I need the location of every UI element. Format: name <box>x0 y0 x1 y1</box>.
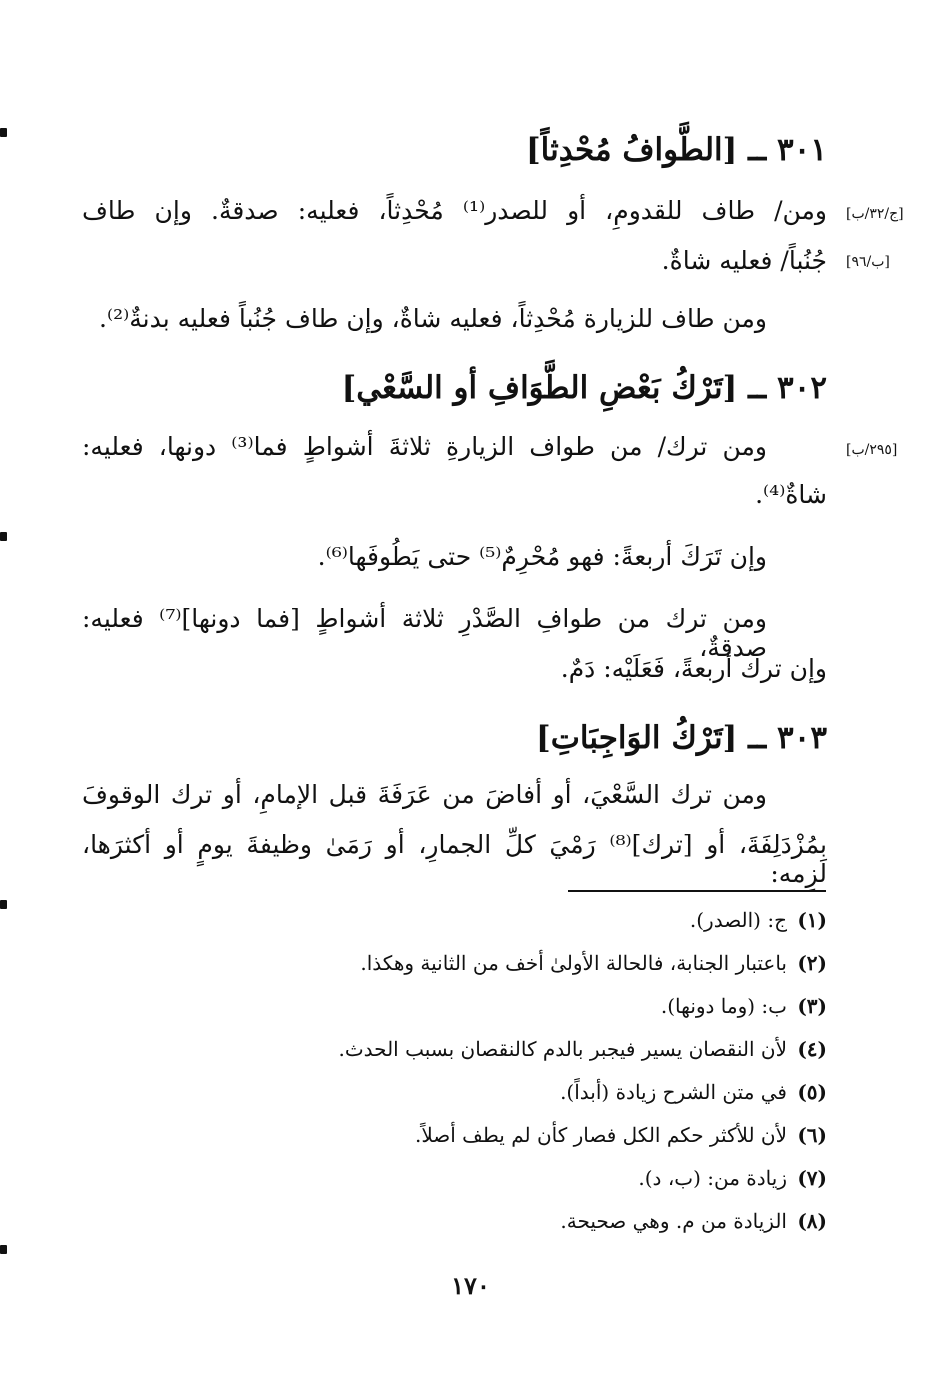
footnote-text: لأن للأكثر حكم الكل فصار كأن لم يطف أصلاً. <box>414 1123 787 1147</box>
footnote-text: الزيادة من م. وهي صحيحة. <box>560 1209 787 1233</box>
footnote-2 <box>360 951 827 975</box>
paragraph-line: وإن تَرَكَ أربعةً: فهو مُحْرِمٌ⁽⁵⁾ حتى يَطُوفَها⁽⁶⁾. <box>317 542 767 571</box>
footnote-6 <box>415 1123 827 1147</box>
footnote-number: (١) <box>797 908 827 932</box>
scan-mark <box>0 1245 7 1254</box>
footnote-number: (٦) <box>797 1123 827 1147</box>
paragraph-line: بمُزْدَلِفَةَ، أو [ترك]⁽⁸⁾ رَمْيَ كلِّ الجمارِ، أو رَمَىٰ وظيفةَ يومٍ أو أكثرَها، لَزِمه: <box>82 830 827 888</box>
footnote-text: باعتبار الجنابة، فالحالة الأولىٰ أخف من الثانية وهكذا. <box>360 951 787 975</box>
footnote-text: لأن النقصان يسير فيجبر بالدم كالنقصان بسبب الحدث. <box>338 1037 787 1061</box>
paragraph-line: جُنُباً/ فعليه شاةٌ. <box>661 246 827 275</box>
paragraph-line: شاةٌ⁽⁴⁾. <box>755 480 827 509</box>
scan-mark <box>0 900 7 909</box>
paragraph-line: ومن طاف للزيارة مُحْدِثاً، فعليه شاةٌ، وإن طاف جُنُباً فعليه بدنةٌ⁽²⁾. <box>99 304 767 333</box>
footnote-7 <box>638 1166 827 1190</box>
scan-mark <box>0 128 7 137</box>
footnote-number: (٤) <box>797 1037 827 1061</box>
footnote-4 <box>338 1037 827 1061</box>
footnote-text: ج: (الصدر). <box>689 908 787 932</box>
paragraph-line: ومن ترك من طوافِ الصَّدْرِ ثلاثة أشواطٍ [فما دونها]⁽⁷⁾ فعليه: صدقةٌ، <box>82 604 767 662</box>
footnote-1 <box>690 908 827 932</box>
section-heading-301: ٣٠١ ــ [الطَّوافُ مُحْدِثاً] <box>525 132 827 168</box>
footnote-number: (٣) <box>797 994 827 1018</box>
section-heading-302: ٣٠٢ ــ [تَرْكُ بَعْضِ الطَّوَافِ أو السَّعْي] <box>341 370 827 406</box>
footnote-text: في متن الشرح زيادة (أبداً). <box>560 1080 787 1104</box>
footnote-number: (٧) <box>797 1166 827 1190</box>
footnote-8 <box>560 1209 827 1233</box>
page-number: ١٧٠ <box>451 1271 490 1300</box>
paragraph-line: ومن ترك/ من طواف الزيارةِ ثلاثةَ أشواطٍ فما⁽³⁾ دونها، فعليه: <box>82 432 767 461</box>
footnote-5 <box>560 1080 827 1104</box>
margin-reference: [ج/٣٢/ب] <box>846 206 904 222</box>
paragraph-line: ومن/ طاف للقدومِ، أو للصدر⁽¹⁾ مُحْدِثاً، فعليه: صدقةٌ. وإن طاف <box>82 196 827 225</box>
footnote-number: (٢) <box>797 951 827 975</box>
footnote-text: ب: (وما دونها). <box>660 994 787 1018</box>
margin-reference: [٢٩٥/ب] <box>846 442 898 458</box>
section-heading-303: ٣٠٣ ــ [تَرْكُ الوَاجِبَاتِ] <box>536 720 827 756</box>
footnote-text: زيادة من: (ب، د). <box>638 1166 787 1190</box>
footnote-number: (٨) <box>797 1209 827 1233</box>
paragraph-line: وإن ترك أربعةً، فَعَلَيْه: دَمٌ. <box>560 654 827 683</box>
scan-mark <box>0 532 7 541</box>
paragraph-line: ومن ترك السَّعْيَ، أو أفاضَ من عَرَفَةَ قبل الإمامِ، أو ترك الوقوفَ <box>82 780 767 809</box>
footnote-3 <box>661 994 827 1018</box>
footnote-divider <box>568 890 826 892</box>
margin-reference: [ب/٩٦] <box>846 254 890 270</box>
footnote-number: (٥) <box>797 1080 827 1104</box>
